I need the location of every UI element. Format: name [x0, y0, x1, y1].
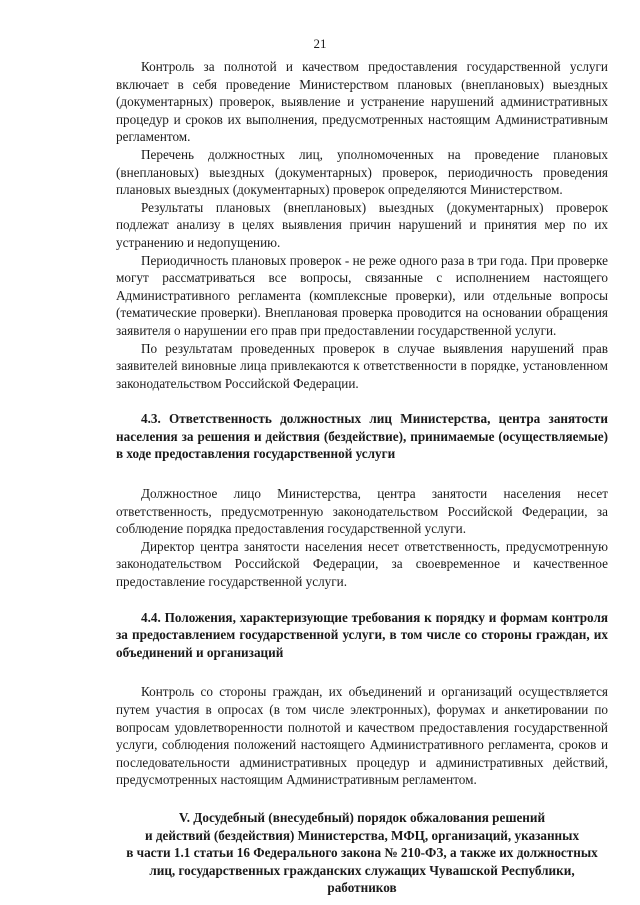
section-title-line: работников: [327, 880, 397, 896]
section-title-line: лиц, государственных гражданских служащих Чувашской Республики,: [149, 862, 575, 878]
page-number: 21: [313, 36, 327, 51]
paragraph-director-responsibility: Директор центра занятости населения несет ответственность, предусмотренную законодательством Российской Федерации, за своевременное и качественное предоставление государственной услуги.: [116, 538, 608, 590]
section-title-line: V. Досудебный (внесудебный) порядок обжалования решений: [178, 809, 546, 825]
paragraph-public-control: Контроль со стороны граждан, их объединений и организаций осуществляется путем участия в опросах (в том числе электронных), форумах и анкетировании по вопросам удовлетворенности полнотой и качеством предоставления государственной услуги, соблюдения положений настоящего Административного регламента, сроков и последовательности административных процедур и административных действий, предусмотренных настоящим Административным регламентом.: [116, 684, 608, 788]
section-heading-4-3: 4.3. Ответственность должностных лиц Министерства, центра занятости населения за решения и действия (бездействие), принимаемые (осуществляемые) в ходе предоставления государственной услуги: [116, 411, 608, 462]
document-body: [116, 58, 608, 897]
section-heading-4-4: 4.4. Положения, характеризующие требования к порядку и формам контроля за предоставлением государственной услуги, в том числе со стороны граждан, их объединений и организаций: [116, 609, 608, 660]
section-title-line: и действий (бездействия) Министерства, МФЦ, организаций, указанных: [144, 827, 580, 843]
paragraph-control-scope: Контроль за полнотой и качеством предоставления государственной услуги включает в себя проведение Министерством плановых (внеплановых) выездных (документарных) проверок, выявление и устранение нарушений административных процедур и сроков их выполнения, предусмотренных настоящим Административным регламентом.: [116, 59, 608, 145]
paragraph-violations-liability: По результатам проведенных проверок в случае выявления нарушений прав заявителей виновные лица привлекаются к ответственности в порядке, установленном законодательством Российской Федерации.: [116, 340, 608, 391]
section-title-v: [116, 809, 608, 897]
paragraph-officials-list: Перечень должностных лиц, уполномоченных на проведение плановых (внеплановых) выездных (документарных) проверок, периодичность проведения плановых выездных (документарных) проверок определяются Министерством.: [116, 146, 608, 198]
paragraph-official-responsibility: Должностное лицо Министерства, центра занятости населения несет ответственность, предусмотренную законодательством Российской Федерации, за соблюдение порядка предоставления государственной услуги.: [116, 486, 608, 537]
paragraph-inspection-results: Результаты плановых (внеплановых) выездных (документарных) проверок подлежат анализу в целях выявления причин нарушений и принятия мер по их устранению и недопущению.: [116, 199, 608, 250]
paragraph-inspection-frequency: Периодичность плановых проверок - не реже одного раза в три года. При проверке могут рассматриваться все вопросы, связанные с исполнением настоящего Административного регламента (комплексные проверки), или отдельные вопросы (тематические проверки). Внеплановая проверка проводится на основании обращения заявителя о нарушении его прав при предоставлении государственной услуги.: [116, 252, 608, 338]
section-title-line: в части 1.1 статьи 16 Федерального закона № 210-ФЗ, а также их должностных: [126, 845, 598, 861]
